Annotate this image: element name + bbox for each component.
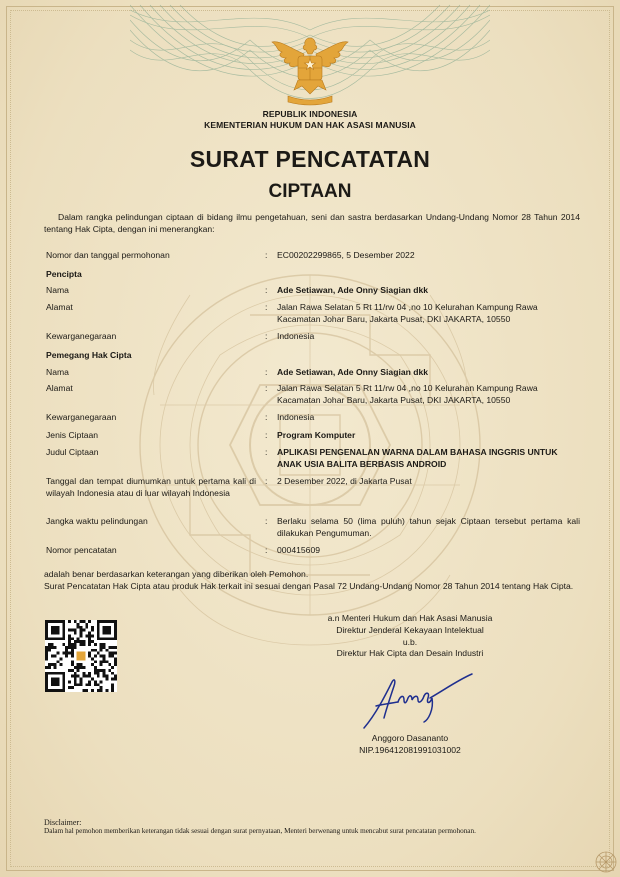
- work-period-label: Jangka waktu pelindungan: [46, 516, 148, 526]
- document-subtitle: CIPTAAN: [268, 181, 352, 202]
- creator-nationality-label: Kewarganegaraan: [46, 331, 117, 341]
- holder-nationality-value: Indonesia: [277, 412, 315, 422]
- signatory-name: Anggoro Dasananto: [371, 733, 449, 743]
- garuda-emblem-icon: [268, 32, 352, 108]
- creator-nationality-value: Indonesia: [277, 331, 315, 341]
- signatory-line-2: Direktur Jenderal Kekayaan Intelektual: [336, 625, 484, 635]
- closing-statement: adalah benar berdasarkan keterangan yang diberikan oleh Pemohon.: [44, 569, 309, 579]
- disclaimer-title: Disclaimer:: [44, 818, 82, 827]
- creator-name-label: Nama: [46, 285, 69, 295]
- disclaimer-text: Dalam hal pemohon memberikan keterangan tidak sesuai dengan surat pernyataan, Menteri berwenang untuk mencabut surat pencatatan permohonan.: [44, 827, 476, 835]
- creator-section-title: Pencipta: [46, 269, 82, 279]
- application-value: EC00202299865, 5 Desember 2022: [277, 250, 415, 260]
- work-publish-label: Tanggal dan tempat diumumkan untuk pertama kali di wilayah Indonesia atau di luar wilayah Indonesia: [46, 476, 256, 498]
- work-record-label: Nomor pencatatan: [46, 545, 117, 555]
- holder-address-value: Jalan Rawa Selatan 5 Rt 11/rw 04 ,no 10 Kelurahan Kampung Rawa Kacamatan Johar Baru, Jakarta Pusat, DKI JAKARTA, 10550: [277, 383, 538, 405]
- signatory-line-3: u.b.: [402, 637, 418, 647]
- work-period-value: Berlaku selama 50 (lima puluh) tahun sejak Ciptaan tersebut pertama kali dilakukan Pengumuman.: [277, 516, 580, 538]
- header-country: REPUBLIK INDONESIA: [262, 109, 358, 119]
- holder-address-label: Alamat: [46, 383, 73, 393]
- header-ministry: KEMENTERIAN HUKUM DAN HAK ASASI MANUSIA: [204, 120, 416, 130]
- work-title-label: Judul Ciptaan: [46, 447, 99, 457]
- legal-basis-statement: Surat Pencatatan Hak Cipta atau produk Hak terkait ini sesuai dengan Pasal 72 Undang-Undang Nomor 28 Tahun 2014 tentang Hak Cipta.: [44, 581, 574, 591]
- corner-seal-icon: [594, 850, 618, 874]
- signatory-line-4: Direktur Hak Cipta dan Desain Industri: [336, 648, 484, 658]
- application-label: Nomor dan tanggal permohonan: [46, 250, 170, 260]
- work-record-value: 000415609: [277, 545, 321, 555]
- holder-section-title: Pemegang Hak Cipta: [46, 350, 132, 360]
- document-title: SURAT PENCATATAN: [189, 146, 431, 172]
- work-type-value: Program Komputer: [277, 430, 356, 440]
- qr-code-icon: [44, 620, 118, 692]
- signatory-line-1: a.n Menteri Hukum dan Hak Asasi Manusia: [327, 613, 493, 623]
- creator-address-value: Jalan Rawa Selatan 5 Rt 11/rw 04 ,no 10 Kelurahan Kampung Rawa Kacamatan Johar Baru, Jakarta Pusat, DKI JAKARTA, 10550: [277, 302, 538, 324]
- signature-icon: [360, 670, 475, 732]
- work-type-label: Jenis Ciptaan: [46, 430, 99, 440]
- creator-address-label: Alamat: [46, 302, 73, 312]
- intro-paragraph: Dalam rangka pelindungan ciptaan di bidang ilmu pengetahuan, seni dan sastra berdasarkan Undang-Undang Nomor 28 Tahun 2014 tentang Hak Cipta, dengan ini menerangkan:: [44, 212, 580, 234]
- certificate-page: REPUBLIK INDONESIA KEMENTERIAN HUKUM DAN HAK ASASI MANUSIA SURAT PENCATATAN CIPTAAN Dalam rangka pelindungan ciptaan di bidang ilmu pengetahuan, seni dan sastra berdasarkan Undang-Undang Nomor 28 Tahun 2014 tentang Hak Cipta, dengan ini menerangkan: Nomor dan tanggal permohonan : EC00202299865, 5 Desember 2022 Pencipta Nama : Ade Setiawan, Ade Onny Siagian dkk Alamat : Jalan Rawa Selatan 5 Rt 11/rw 04 ,no 10 Kelurahan Kampung Rawa Kacamatan Johar Baru, Jakarta Pusat, DKI JAKARTA, 10550 Kewarganegaraan : Indonesia Pemegang Hak Cipta Nama : Ade Setiawan, Ade Onny Siagian dkk Alamat : Jalan Rawa Selatan 5 Rt 11/rw 04 ,no 10 Kelurahan Kampung Rawa Kacamatan Johar Baru, Jakarta Pusat, DKI JAKARTA, 10550 Kewarganegaraan : Indonesia Jenis Ciptaan : Program Komputer Judul Ciptaan : APLIKASI PENGENALAN WARNA DALAM BAHASA INGGRIS UNTUK ANAK USIA BALITA BERBASIS ANDROID Tanggal dan tempat diumumkan untuk pertama kali di wilayah Indonesia atau di luar wilayah Indonesia : 2 Desember 2022, di Jakarta Pusat Jangka waktu pelindungan : Berlaku selama 50 (lima puluh) tahun sejak Ciptaan tersebut pertama kali dilakukan Pengumuman. Nomor pencatatan : 000415609 adalah benar berdasarkan keterangan yang diberikan oleh Pemohon. Surat Pencatatan Hak Cipta atau produk Hak terkait ini sesuai dengan Pasal 72 Undang-Undang Nomor 28 Tahun 2014 tentang Hak Cipta. a.n Menteri Hukum dan Hak Asasi Manusia Direktur Jenderal Kekayaan Intelektual u.b. Direktur Hak Cipta dan Desain Industri Anggoro Dasananto NIP.196412081991031002 Disclaimer: Dalam hal pemohon memberikan keterangan tidak sesuai dengan surat pernyataan, Menteri berwenang untuk mencabut surat pencatatan permohonan.: [0, 0, 620, 877]
- holder-nationality-label: Kewarganegaraan: [46, 412, 117, 422]
- holder-name-label: Nama: [46, 367, 69, 377]
- signatory-nip: NIP.196412081991031002: [359, 745, 461, 755]
- work-title-value: APLIKASI PENGENALAN WARNA DALAM BAHASA INGGRIS UNTUK ANAK USIA BALITA BERBASIS ANDROID: [277, 447, 558, 469]
- holder-name-value: Ade Setiawan, Ade Onny Siagian dkk: [277, 367, 429, 377]
- creator-name-value: Ade Setiawan, Ade Onny Siagian dkk: [277, 285, 429, 295]
- work-publish-value: 2 Desember 2022, di Jakarta Pusat: [277, 476, 412, 486]
